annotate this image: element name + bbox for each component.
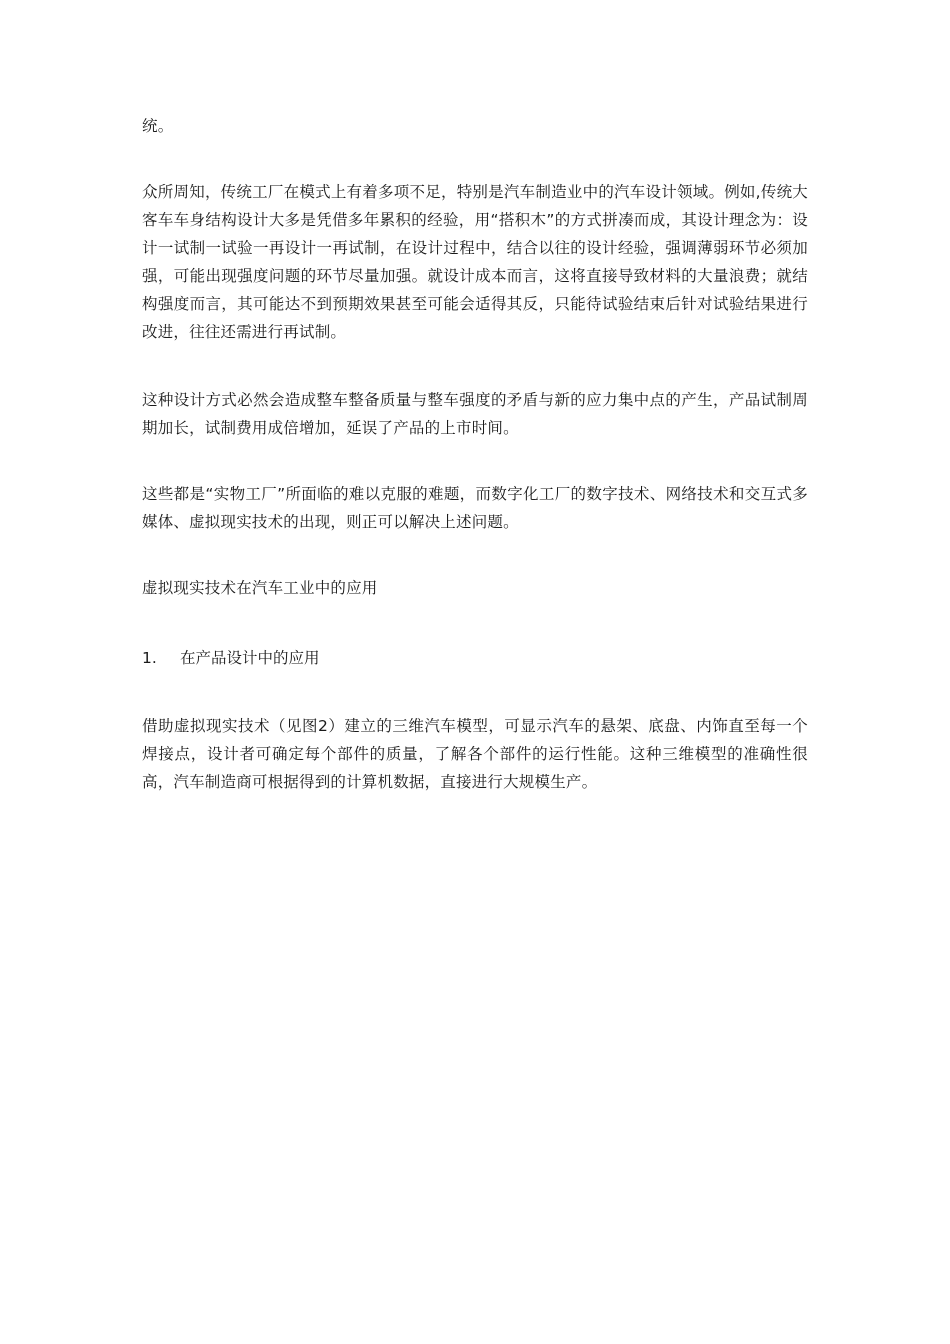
document-body	[142, 112, 808, 796]
paragraph-digital-factory: 这些都是“实物工厂”所面临的难以克服的难题，而数字化工厂的数字技术、网络技术和交互式多媒体、虚拟现实技术的出现，则正可以解决上述问题。	[142, 485, 808, 531]
paragraph-traditional-factory: 众所周知，传统工厂在模式上有着多项不足，特别是汽车制造业中的汽车设计领域。例如,传统大客车车身结构设计大多是凭借多年累积的经验，用“搭积木”的方式拼凑而成，其设计理念为：设计一试制一试验一再设计一再试制，在设计过程中，结合以往的设计经验，强调薄弱环节必须加强，可能出现强度问题的环节尽量加强。就设计成本而言，这将直接导致材料的大量浪费；就结构强度而言，其可能达不到预期效果甚至可能会适得其反，只能待试验结束后针对试验结果进行改进，往往还需进行再试制。	[142, 183, 808, 341]
paragraph-vr-model: 借助虚拟现实技术（见图2）建立的三维汽车模型，可显示汽车的悬架、底盘、内饰直至每一个焊接点，设计者可确定每个部件的质量，了解各个部件的运行性能。这种三维模型的准确性很高，汽车制造商可根据得到的计算机数据，直接进行大规模生产。	[142, 717, 808, 791]
section-heading: 虚拟现实技术在汽车工业中的应用	[142, 579, 378, 597]
list-item	[142, 644, 808, 672]
paragraph-design-consequence: 这种设计方式必然会造成整车整备质量与整车强度的矛盾与新的应力集中点的产生，产品试制周期加长，试制费用成倍增加，延误了产品的上市时间。	[142, 391, 808, 437]
list-item-number: 1.	[142, 649, 157, 667]
paragraph-continuation: 统。	[142, 117, 174, 135]
list-item-text: 在产品设计中的应用	[180, 649, 320, 667]
